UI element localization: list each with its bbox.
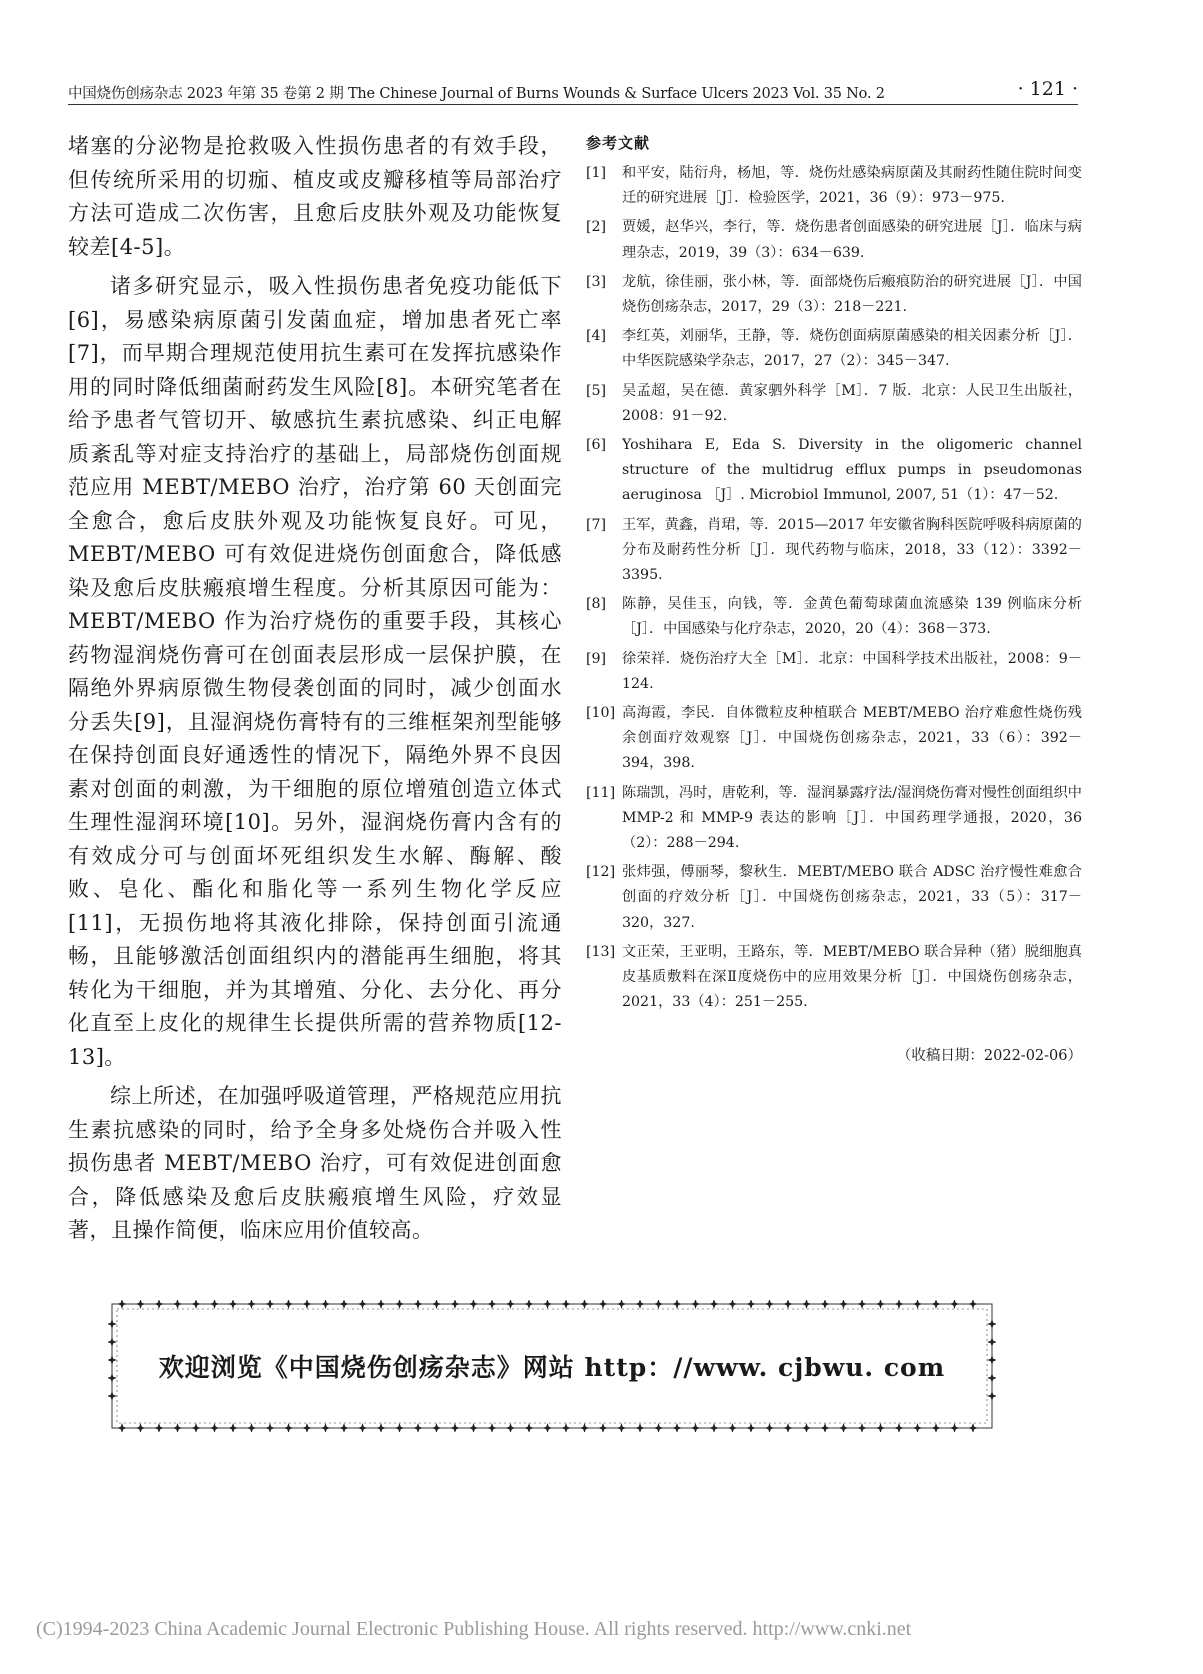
reference-item (586, 324, 1082, 374)
reference-number: [10] (586, 705, 616, 722)
reference-item (586, 215, 1082, 265)
reference-number: [1] (586, 165, 607, 181)
reference-number: [7] (586, 516, 607, 533)
reference-number: [6] (586, 437, 607, 454)
reference-number: [4] (586, 328, 607, 345)
reference-item (586, 592, 1082, 642)
body-column (68, 130, 562, 1254)
copyright-footer: (C)1994-2023 China Academic Journal Electronic Publishing House. All rights reserved. http://www.cnki.net (36, 1618, 912, 1640)
header-text: 中国烧伤创疡杂志 2023 年第 35 卷第 2 期 The Chinese Journal of Burns Wounds & Surface Ulcers 2023 Vol. 35 No. 2 (68, 86, 885, 102)
reference-text: 王军，黄鑫，肖珺，等．2015—2017 年安徽省胸科医院呼吸科病原菌的分布及耐药性分析［J］．现代药物与临床，2018，33（12）：3392－3395. (622, 516, 1082, 584)
reference-item (586, 781, 1082, 857)
body-paragraph: 堵塞的分泌物是抢救吸入性损伤患者的有效手段，但传统所采用的切痂、植皮或皮瓣移植等局部治疗方法可造成二次伤害，且愈后皮肤外观及功能恢复较差[4-5]。 (68, 134, 562, 259)
website-ad-text: 欢迎浏览《中国烧伤创疡杂志》网站 http：//www. cjbwu. com (158, 1353, 946, 1382)
reference-text: Yoshihara E, Eda S. Diversity in the oligomeric channel structure of the multidrug efflux pumps in pseudomonas aeruginosa ［J］. Microbiol Immunol, 2007, 51（1）：47－52. (622, 437, 1082, 504)
page-number: · 121 · (1017, 78, 1078, 100)
reference-number: [9] (586, 650, 607, 667)
reference-text: 文正荣，王亚明，王路东，等．MEBT/MEBO 联合异种（猪）脱细胞真皮基质敷料在深Ⅱ度烧伤中的应用效果分析［J］．中国烧伤创疡杂志，2021，33（4）：251－255. (622, 943, 1082, 1011)
reference-number: [5] (586, 382, 607, 399)
received-date: （收稿日期：2022-02-06） (896, 1047, 1082, 1064)
reference-text: 高海霞，李民．自体微粒皮种植联合 MEBT/MEBO 治疗难愈性烧伤残余创面疗效观察［J］．中国烧伤创疡杂志，2021，33（6）：392－394，398. (622, 705, 1082, 772)
reference-text: 和平安，陆衍舟，杨旭，等．烧伤灶感染病原菌及其耐药性随住院时间变迁的研究进展［J］．检验医学，2021，36（9）：973－975. (622, 165, 1082, 207)
reference-item (586, 270, 1082, 320)
reference-number: [8] (586, 596, 607, 613)
reference-number: [3] (586, 273, 607, 290)
references-column (586, 130, 1082, 1065)
reference-item (586, 513, 1082, 589)
reference-text: 张炜强，傅丽琴，黎秋生．MEBT/MEBO 联合 ADSC 治疗慢性难愈合创面的疗效分析［J］．中国烧伤创疡杂志，2021，33（5）：317－320，327. (622, 864, 1082, 931)
header-rule (68, 104, 1078, 105)
running-header (68, 78, 1078, 106)
reference-text: 徐荣祥．烧伤治疗大全［M］．北京：中国科学技术出版社，2008：9－124. (622, 650, 1082, 692)
body-paragraph: 诸多研究显示，吸入性损伤患者免疫功能低下[6]，易感染病原菌引发菌血症，增加患者死亡率[7]，而早期合理规范使用抗生素可在发挥抗感染作用的同时降低细菌耐药发生风险[8]。本研究笔者在给予患者气管切开、敏感抗生素抗感染、纠正电解质紊乱等对症支持治疗的基础上，局部烧伤创面规范应用 MEBT/MEBO 治疗，治疗第 60 天创面完全愈合，愈后皮肤外观及功能恢复良好。可见，MEBT/MEBO 可有效促进烧伤创面愈合，降低感染及愈后皮肤瘢痕增生程度。分析其原因可能为：MEBT/MEBO 作为治疗烧伤的重要手段，其核心药物湿润烧伤膏可在创面表层形成一层保护膜，在隔绝外界病原微生物侵袭创面的同时，减少创面水分丢失[9]，且湿润烧伤膏特有的三维框架剂型能够在保持创面良好通透性的情况下，隔绝外界不良因素对创面的刺激，为干细胞的原位增殖创造立体式生理性湿润环境[10]。另外，湿润烧伤膏内含有的有效成分可与创面坏死组织发生水解、酶解、酸败、皂化、酯化和脂化等一系列生物化学反应[11]，无损伤地将其液化排除，保持创面引流通畅，且能够激活创面组织内的潜能再生细胞，将其转化为干细胞，并为其增殖、分化、去分化、再分化直至上皮化的规律生长提供所需的营养物质[12-13]。 (68, 274, 562, 1069)
body-paragraph: 综上所述，在加强呼吸道管理，严格规范应用抗生素抗感染的同时，给予全身多处烧伤合并吸入性损伤患者 MEBT/MEBO 治疗，可有效促进创面愈合，降低感染及愈后皮肤瘢痕增生风险，疗效显著，且操作简便，临床应用价值较高。 (68, 1084, 562, 1242)
reference-text: 李红英，刘丽华，王静，等．烧伤创面病原菌感染的相关因素分析［J］．中华医院感染学杂志，2017，27（2）：345－347. (622, 328, 1082, 370)
reference-item (586, 379, 1082, 429)
reference-text: 陈静，吴佳玉，向钱，等．金黄色葡萄球菌血流感染 139 例临床分析［J］．中国感染与化疗杂志，2020，20（4）：368－373. (622, 596, 1082, 638)
reference-text: 龙航，徐佳丽，张小林，等．面部烧伤后瘢痕防治的研究进展［J］．中国烧伤创疡杂志，2017，29（3）：218－221. (622, 273, 1082, 316)
reference-item (586, 647, 1082, 697)
reference-text: 吴孟超，吴在德．黄家驷外科学［M］．7 版．北京：人民卫生出版社，2008：91－92. (622, 382, 1082, 424)
reference-item (586, 860, 1082, 936)
reference-item (586, 940, 1082, 1016)
references-title: 参考文献 (586, 134, 651, 152)
website-ad-box (108, 1300, 996, 1432)
reference-item (586, 701, 1082, 777)
reference-text: 贾媛，赵华兴，李行，等．烧伤患者创面感染的研究进展［J］．临床与病理杂志，2019，39（3）：634－639. (622, 219, 1082, 261)
reference-number: [12] (586, 864, 616, 881)
reference-item (586, 433, 1082, 509)
reference-number: [11] (586, 784, 616, 801)
reference-item (586, 161, 1082, 211)
reference-text: 陈瑞凯，冯时，唐乾利，等．湿润暴露疗法/湿润烧伤膏对慢性创面组织中 MMP-2 和 MMP-9 表达的影响［J］．中国药理学通报，2020，36（2）：288－294. (622, 784, 1082, 852)
reference-number: [13] (586, 943, 616, 960)
reference-number: [2] (586, 219, 607, 236)
